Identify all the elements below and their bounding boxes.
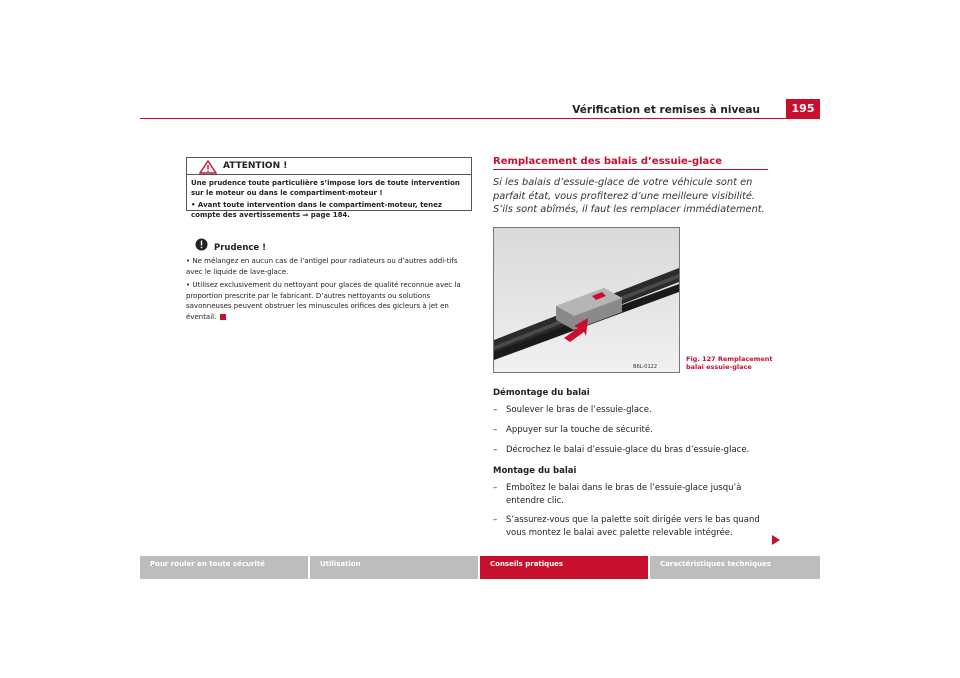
dash-icon: –: [493, 445, 498, 455]
attention-paragraph: Une prudence toute particulière s’impose lors de toute intervention sur le moteur ou dans le compartiment-moteur !: [191, 179, 460, 197]
prudence-bullet-text: Ne mélangez en aucun cas de l’antigel pour radiateurs ou d’autres addi-tifs avec le liquide de lave-glace.: [186, 257, 458, 276]
prudence-label: Prudence !: [214, 243, 267, 253]
page-header-title: Vérification et remises à niveau: [572, 104, 760, 116]
dash-icon: –: [493, 515, 498, 525]
demontage-step: [493, 404, 778, 417]
bullet-icon: •: [186, 281, 191, 289]
section-divider: [493, 169, 768, 170]
section-title: Remplacement des balais d’essuie-glace: [493, 156, 723, 167]
dash-icon: –: [493, 483, 498, 493]
warning-triangle-icon: [199, 160, 217, 174]
figure-code: B6L-0122: [633, 364, 657, 370]
attention-body: [187, 175, 471, 220]
figure-caption-line: Fig. 127 Remplacement: [686, 355, 773, 363]
section-intro: Si les balais d’essuie-glace de votre véhicule sont en parfait état, vous profiterez d’une meilleure visibilité. S’ils sont abîmés, il faut les remplacer immédiatement.: [493, 177, 765, 215]
nav-tab-utilisation[interactable]: Utilisation: [310, 556, 478, 579]
prudence-bullet-text: Utilisez exclusivement du nettoyant pour glaces de qualité reconnue avec la proportion prescrite par le fabricant. D’autres nettoyants ou solutions savonneuses peuvent obstruer les minuscules orifices des gicleurs à jet en éventail.: [186, 281, 461, 321]
nav-tab-securite[interactable]: Pour rouler en toute sécurité: [140, 556, 308, 579]
prudence-bullet: [186, 280, 472, 322]
arrow-icon: ⇒: [302, 211, 309, 219]
nav-tab-conseils[interactable]: Conseils pratiques: [480, 556, 648, 579]
dash-icon: –: [493, 425, 498, 435]
bullet-icon: •: [186, 257, 191, 265]
next-page-arrow-icon[interactable]: [772, 535, 780, 545]
montage-step: [493, 514, 778, 539]
prudence-body: [186, 256, 472, 325]
exclamation-circle-icon: [195, 238, 208, 251]
attention-box: [186, 157, 472, 219]
prudence-bullet: [186, 256, 472, 277]
step-text: Appuyer sur la touche de sécurité.: [506, 425, 653, 435]
montage-step: [493, 482, 778, 507]
wiper-blade-illustration: [494, 228, 679, 372]
montage-title: Montage du balai: [493, 466, 577, 476]
demontage-title: Démontage du balai: [493, 388, 590, 398]
attention-label: ATTENTION !: [223, 161, 288, 171]
nav-tab-caracteristiques[interactable]: Caractéristiques techniques: [650, 556, 820, 579]
page-reference-link[interactable]: page 184.: [310, 211, 350, 219]
figure-caption-line: balai essuie-glace: [686, 363, 752, 371]
bullet-icon: •: [191, 201, 196, 209]
attention-header: [187, 158, 471, 175]
attention-bullet-text: Avant toute intervention dans le compartiment-moteur, tenez compte des avertissements: [191, 201, 442, 219]
demontage-step: [493, 444, 778, 457]
end-marker-icon: [220, 314, 226, 320]
step-text: Soulever le bras de l’essuie-glace.: [506, 405, 652, 415]
step-text: Décrochez le balai d’essuie-glace du bras d’essuie-glace.: [506, 445, 750, 455]
step-text: S’assurez-vous que la palette soit dirigée vers le bas quand vous montez le balai avec palette relevable intégrée.: [506, 515, 760, 538]
figure-caption: [686, 355, 773, 371]
dash-icon: –: [493, 405, 498, 415]
wiper-figure: [493, 227, 680, 373]
step-text: Emboîtez le balai dans le bras de l’essuie-glace jusqu’à entendre clic.: [506, 483, 742, 506]
page-number: 195: [786, 99, 820, 119]
attention-bullet: [191, 200, 467, 220]
header-divider: [140, 118, 820, 119]
demontage-step: [493, 424, 778, 437]
